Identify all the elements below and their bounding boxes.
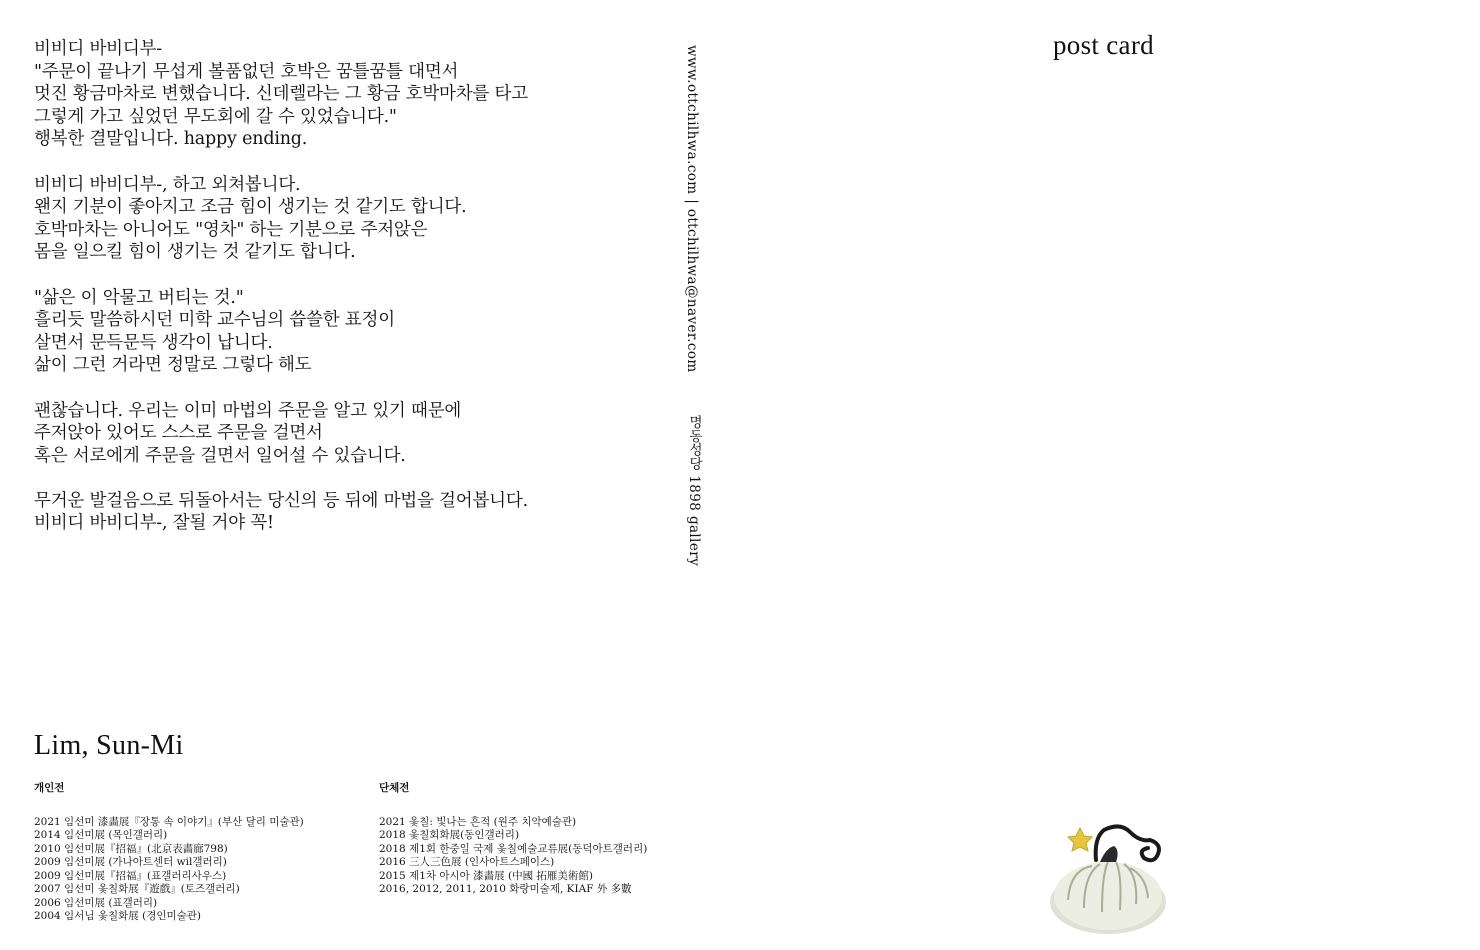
group-list bbox=[379, 816, 647, 897]
solo-exhibition-item: 2004 임서님 옻칠화展 (경인미술관) bbox=[34, 910, 201, 922]
group-exhibition-item: 2018 제1회 한중일 국제 옻칠예술교류展(동덕아트갤러리) bbox=[379, 842, 648, 855]
poem-line: 삶이 그런 거라면 정말로 그렇다 해도 bbox=[34, 355, 312, 376]
group-exhibition-item: 2015 제1차 아시아 漆畵展 (中國 拓雁美術館) bbox=[379, 869, 593, 882]
poem-line: 멋진 황금마차로 변했습니다. 신데렐라는 그 황금 호박마차를 타고 bbox=[34, 84, 528, 105]
poem-line: 몸을 일으킬 힘이 생기는 것 같기도 합니다. bbox=[34, 242, 356, 263]
poem-stanza bbox=[34, 490, 654, 535]
poem-line: 왠지 기분이 좋아지고 조금 힘이 생기는 것 같기도 합니다. bbox=[34, 197, 467, 218]
poem-line: 비비디 바비디부- bbox=[34, 39, 163, 59]
artist-name: Lim, Sun-Mi bbox=[34, 730, 184, 761]
poem-line: 호박마차는 아니어도 "영차" 하는 기분으로 주저앉은 bbox=[34, 219, 428, 240]
poem-stanza bbox=[34, 400, 654, 468]
poem-line: 비비디 바비디부-, 잘될 거야 꼭! bbox=[34, 513, 274, 534]
poem-stanza bbox=[34, 287, 654, 377]
group-exhibition-item: 2018 옻칠회화展(동인갤러리) bbox=[379, 829, 520, 841]
poem-line: 혹은 서로에게 주문을 걸면서 일어설 수 있습니다. bbox=[34, 445, 406, 466]
solo-exhibition-item: 2009 임선미展 (가나아트센터 wil갤러리) bbox=[34, 856, 227, 868]
poem-line: 살면서 문득문득 생각이 납니다. bbox=[34, 332, 273, 353]
group-heading: 단체전 bbox=[379, 782, 410, 794]
poem-line: 비비디 바비디부-, 하고 외쳐봅니다. bbox=[34, 174, 301, 195]
poem-line: 괜찮습니다. 우리는 이미 마법의 주문을 알고 있기 때문에 bbox=[34, 400, 462, 421]
solo-list bbox=[34, 816, 304, 924]
poem-line: "삶은 이 악물고 버티는 것." bbox=[34, 287, 244, 308]
poem-line: 무거운 발걸음으로 뒤돌아서는 당신의 등 뒤에 마법을 걸어봅니다. bbox=[34, 490, 528, 511]
solo-heading: 개인전 bbox=[34, 782, 65, 794]
contact-vertical-text: www.ottchilhwa.com | ottchilhwa@naver.com bbox=[684, 45, 700, 373]
group-exhibition-item: 2021 옻칠: 빛나는 흔적 (원주 치악예술관) bbox=[379, 815, 577, 828]
poem-line: "주문이 끝나기 무섭게 볼품없던 호박은 꿈틀꿈틀 대면서 bbox=[34, 61, 459, 82]
group-exhibitions bbox=[379, 782, 647, 897]
group-exhibition-item: 2016 三人三色展 (인사아트스페이스) bbox=[379, 856, 555, 868]
poem-text bbox=[34, 38, 654, 558]
poem-line: 행복한 결말입니다. happy ending. bbox=[34, 129, 308, 150]
pumpkin-illustration bbox=[1040, 818, 1180, 938]
poem-line: 주저앉아 있어도 스스로 주문을 걸면서 bbox=[34, 423, 323, 444]
solo-exhibition-item: 2010 임선미展『招福』(北京表畵廊798) bbox=[34, 842, 228, 855]
solo-exhibition-item: 2014 임선미展 (목인갤러리) bbox=[34, 829, 168, 841]
solo-exhibitions bbox=[34, 782, 304, 924]
postcard-title: post card bbox=[1053, 30, 1154, 60]
poem-line: 흘리듯 말씀하시던 미학 교수님의 씁쓸한 표정이 bbox=[34, 310, 395, 331]
poem-line: 그렇게 가고 싶었던 무도회에 갈 수 있었습니다." bbox=[34, 106, 397, 127]
gallery-vertical-text: 명동성당 1898 gallery bbox=[686, 415, 702, 567]
poem-stanza bbox=[34, 174, 654, 264]
solo-exhibition-item: 2007 임선미 옻칠화展『遊戲』(토즈갤러리) bbox=[34, 883, 240, 895]
solo-exhibition-item: 2021 임선미 漆畵展『장통 속 이야기』(부산 달리 미술관) bbox=[34, 815, 304, 828]
solo-exhibition-item: 2006 임선미展 (표갤러리) bbox=[34, 896, 158, 909]
group-exhibition-item: 2016, 2012, 2011, 2010 화랑미술제, KIAF 外 多數 bbox=[379, 883, 632, 895]
poem-stanza bbox=[34, 38, 654, 151]
solo-exhibition-item: 2009 임선미展『招福』(표갤러리사우스) bbox=[34, 869, 227, 882]
